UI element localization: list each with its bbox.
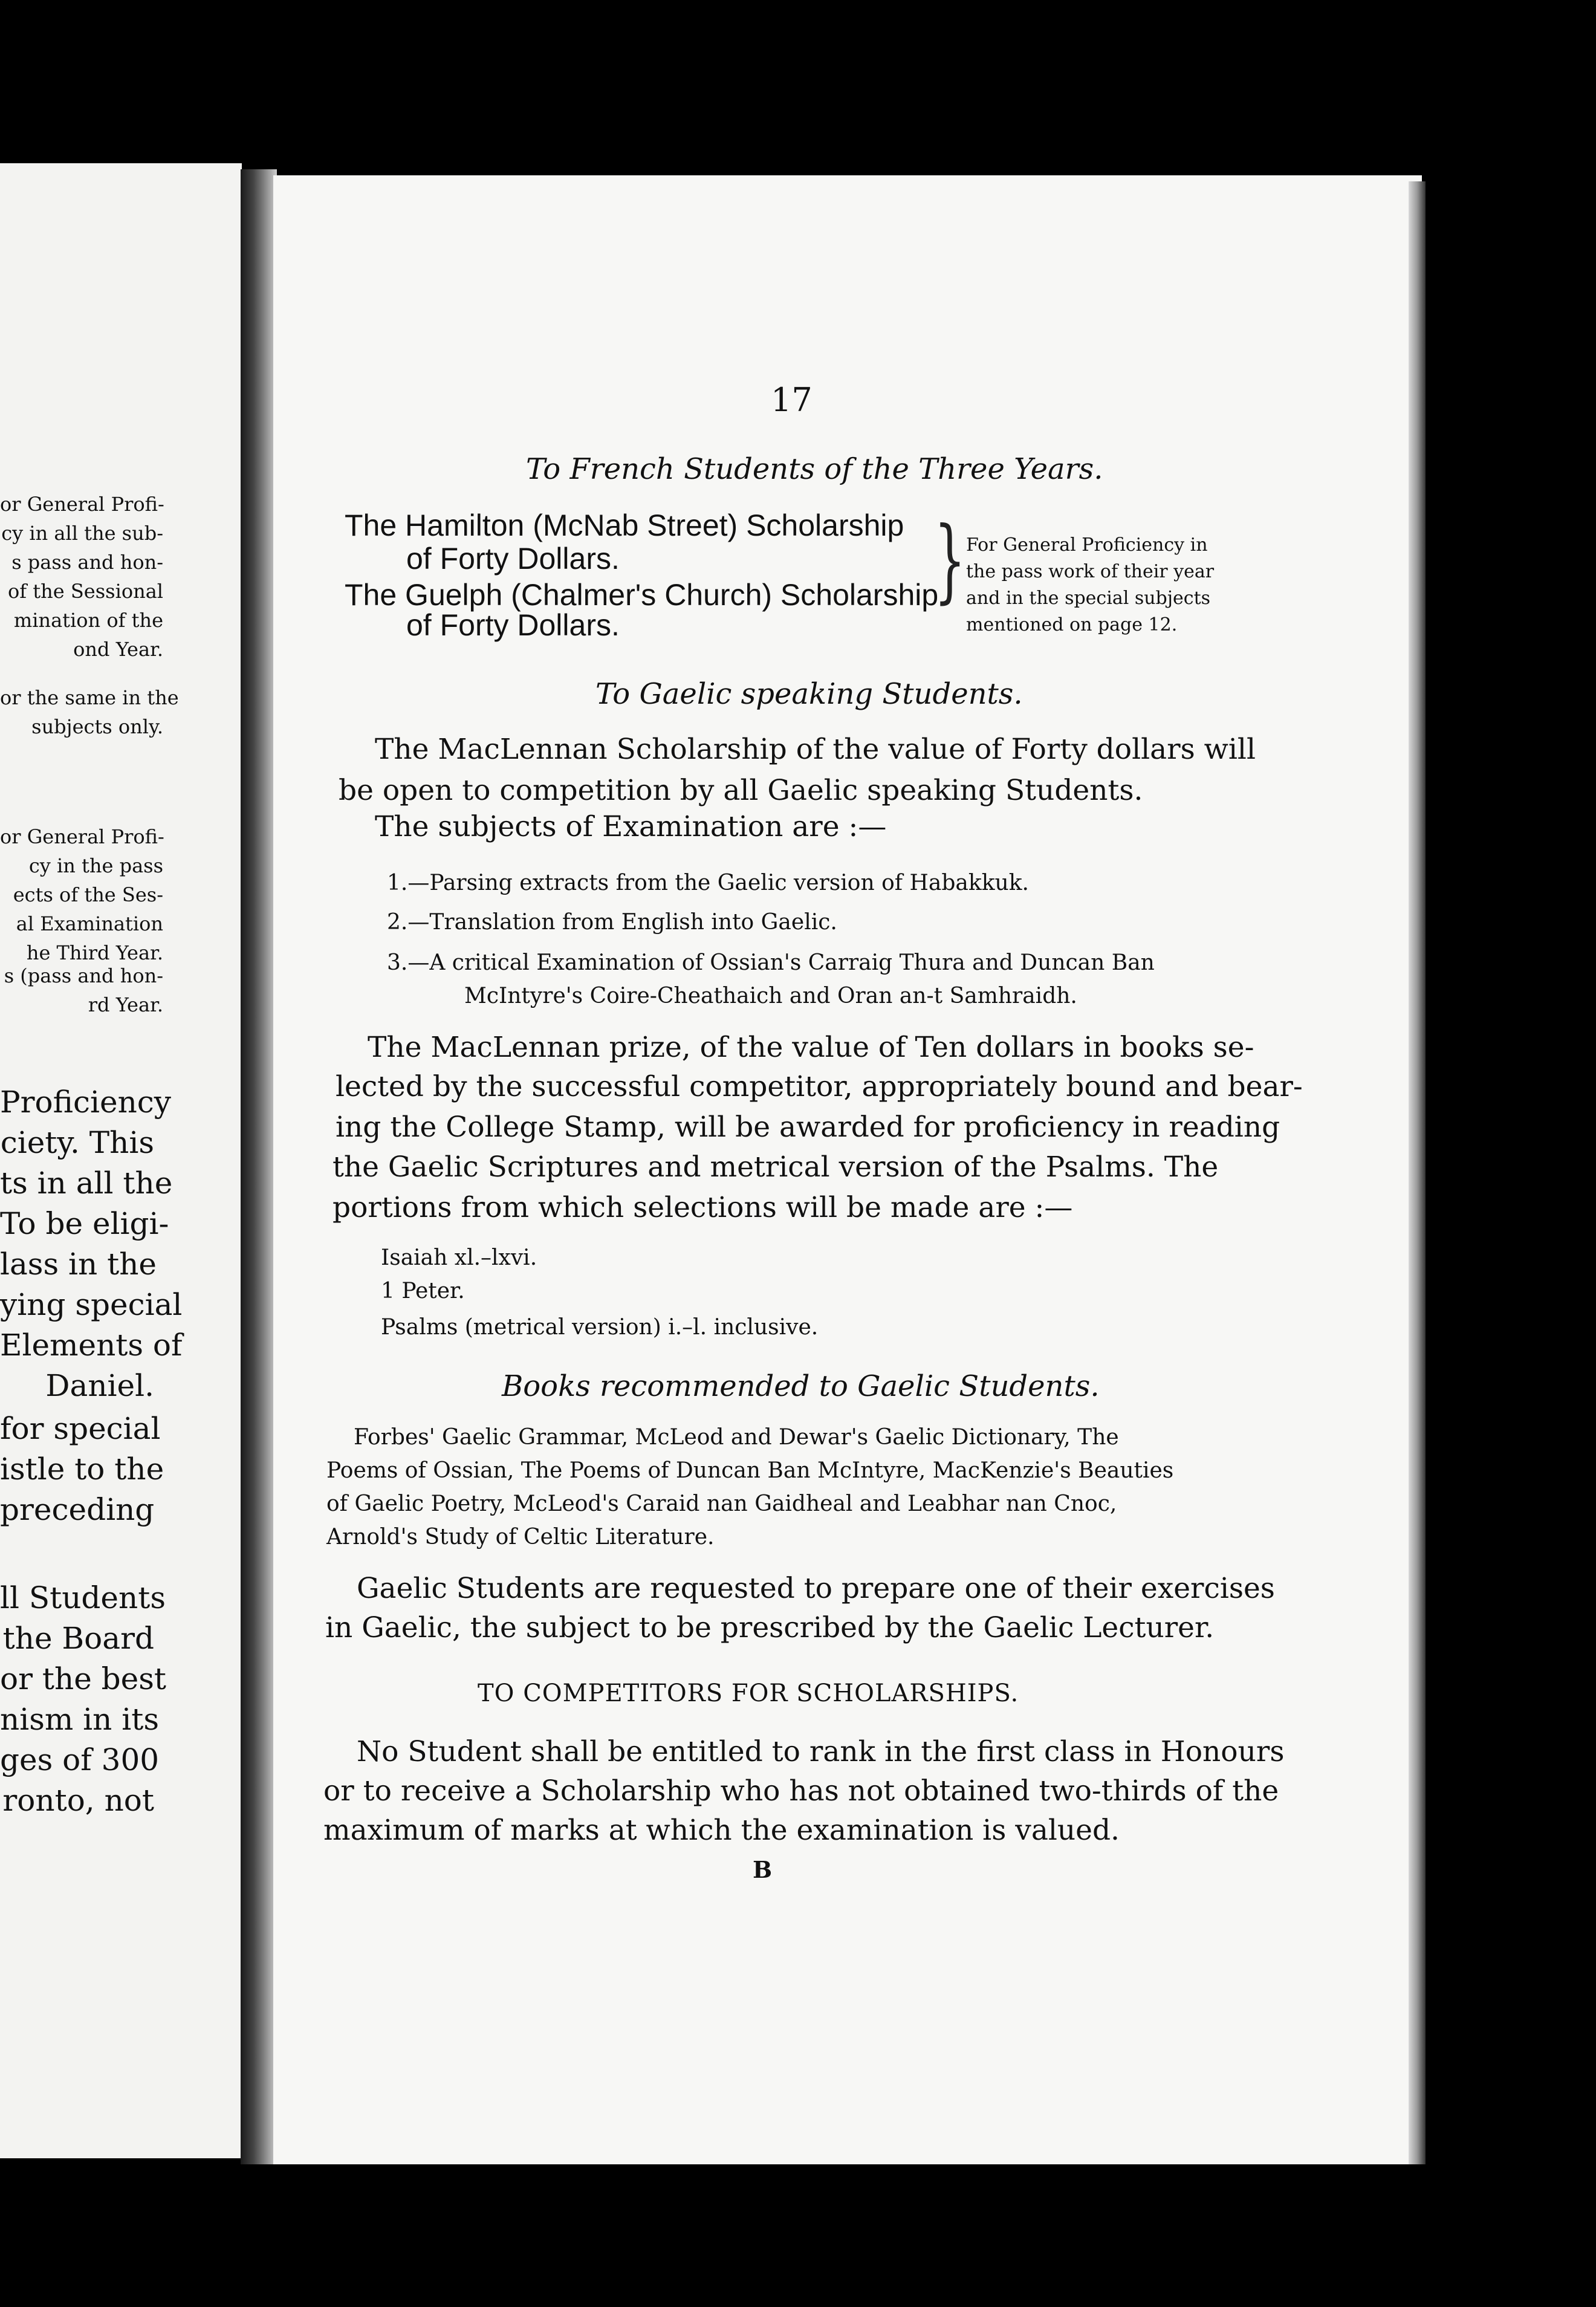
left-text-block-1: Proficiency ciety. This ts in all the To be eligi- lass in the ying special Elements of Daniel.	[0, 1085, 183, 1403]
gaelic-para-line-1: The MacLennan Scholarship of the value of Forty dollars will	[375, 733, 1256, 766]
subject-item: 2.—Translation from English into Gaelic.	[387, 910, 837, 935]
competitors-heading: TO COMPETITORS FOR SCHOLARSHIPS.	[478, 1679, 1019, 1707]
book-gutter-shadow	[241, 169, 277, 2164]
subject-item-continuation: McIntyre's Coire-Cheathaich and Oran an-t Samhraidh.	[464, 984, 1077, 1008]
books-line: of Gaelic Poetry, McLeod's Caraid nan Gaidheal and Leabhar nan Cnoc,	[326, 1491, 1117, 1516]
prize-para-line: portions from which selections will be made are :—	[332, 1191, 1073, 1224]
prize-para-line: the Gaelic Scriptures and metrical version of the Psalms. The	[332, 1150, 1219, 1184]
guelph-scholarship-line-2: of Forty Dollars.	[406, 608, 620, 642]
prize-para-line: The MacLennan prize, of the value of Ten dollars in books se-	[368, 1031, 1254, 1064]
prize-para-line: ing the College Stamp, will be awarded for proficiency in reading	[336, 1111, 1280, 1144]
portion-item: Psalms (metrical version) i.–l. inclusive.	[381, 1315, 819, 1340]
gaelic-para-line-2: be open to competition by all Gaelic speaking Students.	[339, 774, 1143, 807]
competitors-para-line: maximum of marks at which the examination is valued.	[323, 1814, 1120, 1847]
gaelic-students-para-line: in Gaelic, the subject to be prescribed by the Gaelic Lecturer.	[325, 1611, 1215, 1644]
left-note-block-4: s (pass and hon- rd Year.	[4, 964, 163, 1016]
left-note-block-3: or General Profi- cy in the pass ects of the Ses- al Examination he Third Year.	[0, 825, 164, 964]
signature-mark: B	[753, 1856, 773, 1883]
gaelic-students-para-line: Gaelic Students are requested to prepare one of their exercises	[357, 1572, 1275, 1605]
page-number: 17	[771, 381, 813, 419]
left-note-block-1: or General Profi- cy in all the sub- s pass and hon- of the Sessional mination of the ond Year.	[0, 493, 164, 661]
hamilton-scholarship-line-1: The Hamilton (McNab Street) Scholarship	[345, 508, 904, 542]
subject-item: 3.—A critical Examination of Ossian's Carraig Thura and Duncan Ban	[387, 950, 1155, 975]
subjects-intro: The subjects of Examination are :—	[375, 810, 887, 843]
books-line: Arnold's Study of Celtic Literature.	[326, 1525, 715, 1549]
books-line: Poems of Ossian, The Poems of Duncan Ban McIntyre, MacKenzie's Beauties	[326, 1458, 1174, 1483]
competitors-para-line: No Student shall be entitled to rank in the first class in Honours	[357, 1735, 1285, 1768]
page-edge-shadow	[1409, 181, 1426, 2164]
curly-brace-icon: }	[934, 508, 966, 613]
french-section-title: To French Students of the Three Years.	[526, 452, 1103, 486]
guelph-scholarship-line-1: The Guelph (Chalmer's Church) Scholarship	[345, 578, 939, 612]
scholarship-note: For General Proficiency in the pass work of their year and in the special subjects mentioned on page 12.	[966, 534, 1215, 635]
books-section-title: Books recommended to Gaelic Students.	[502, 1369, 1100, 1403]
left-facing-page	[0, 163, 242, 2158]
portion-item: 1 Peter.	[381, 1279, 465, 1303]
books-line: Forbes' Gaelic Grammar, McLeod and Dewar's Gaelic Dictionary, The	[354, 1425, 1119, 1450]
subject-item: 1.—Parsing extracts from the Gaelic version of Habakkuk.	[387, 871, 1029, 895]
competitors-para-line: or to receive a Scholarship who has not obtained two-thirds of the	[323, 1774, 1279, 1808]
left-text-block-2: for special istle to the preceding	[0, 1411, 164, 1527]
portion-item: Isaiah xl.–lxvi.	[381, 1245, 537, 1270]
left-text-block-3: ll Students the Board or the best nism in its ges of 300 ronto, not	[0, 1580, 167, 1818]
left-note-block-2: or the same in the subjects only.	[0, 686, 179, 738]
prize-para-line: lected by the successful competitor, appropriately bound and bear-	[336, 1070, 1303, 1103]
gaelic-section-title: To Gaelic speaking Students.	[595, 677, 1023, 711]
hamilton-scholarship-line-2: of Forty Dollars.	[406, 542, 620, 576]
